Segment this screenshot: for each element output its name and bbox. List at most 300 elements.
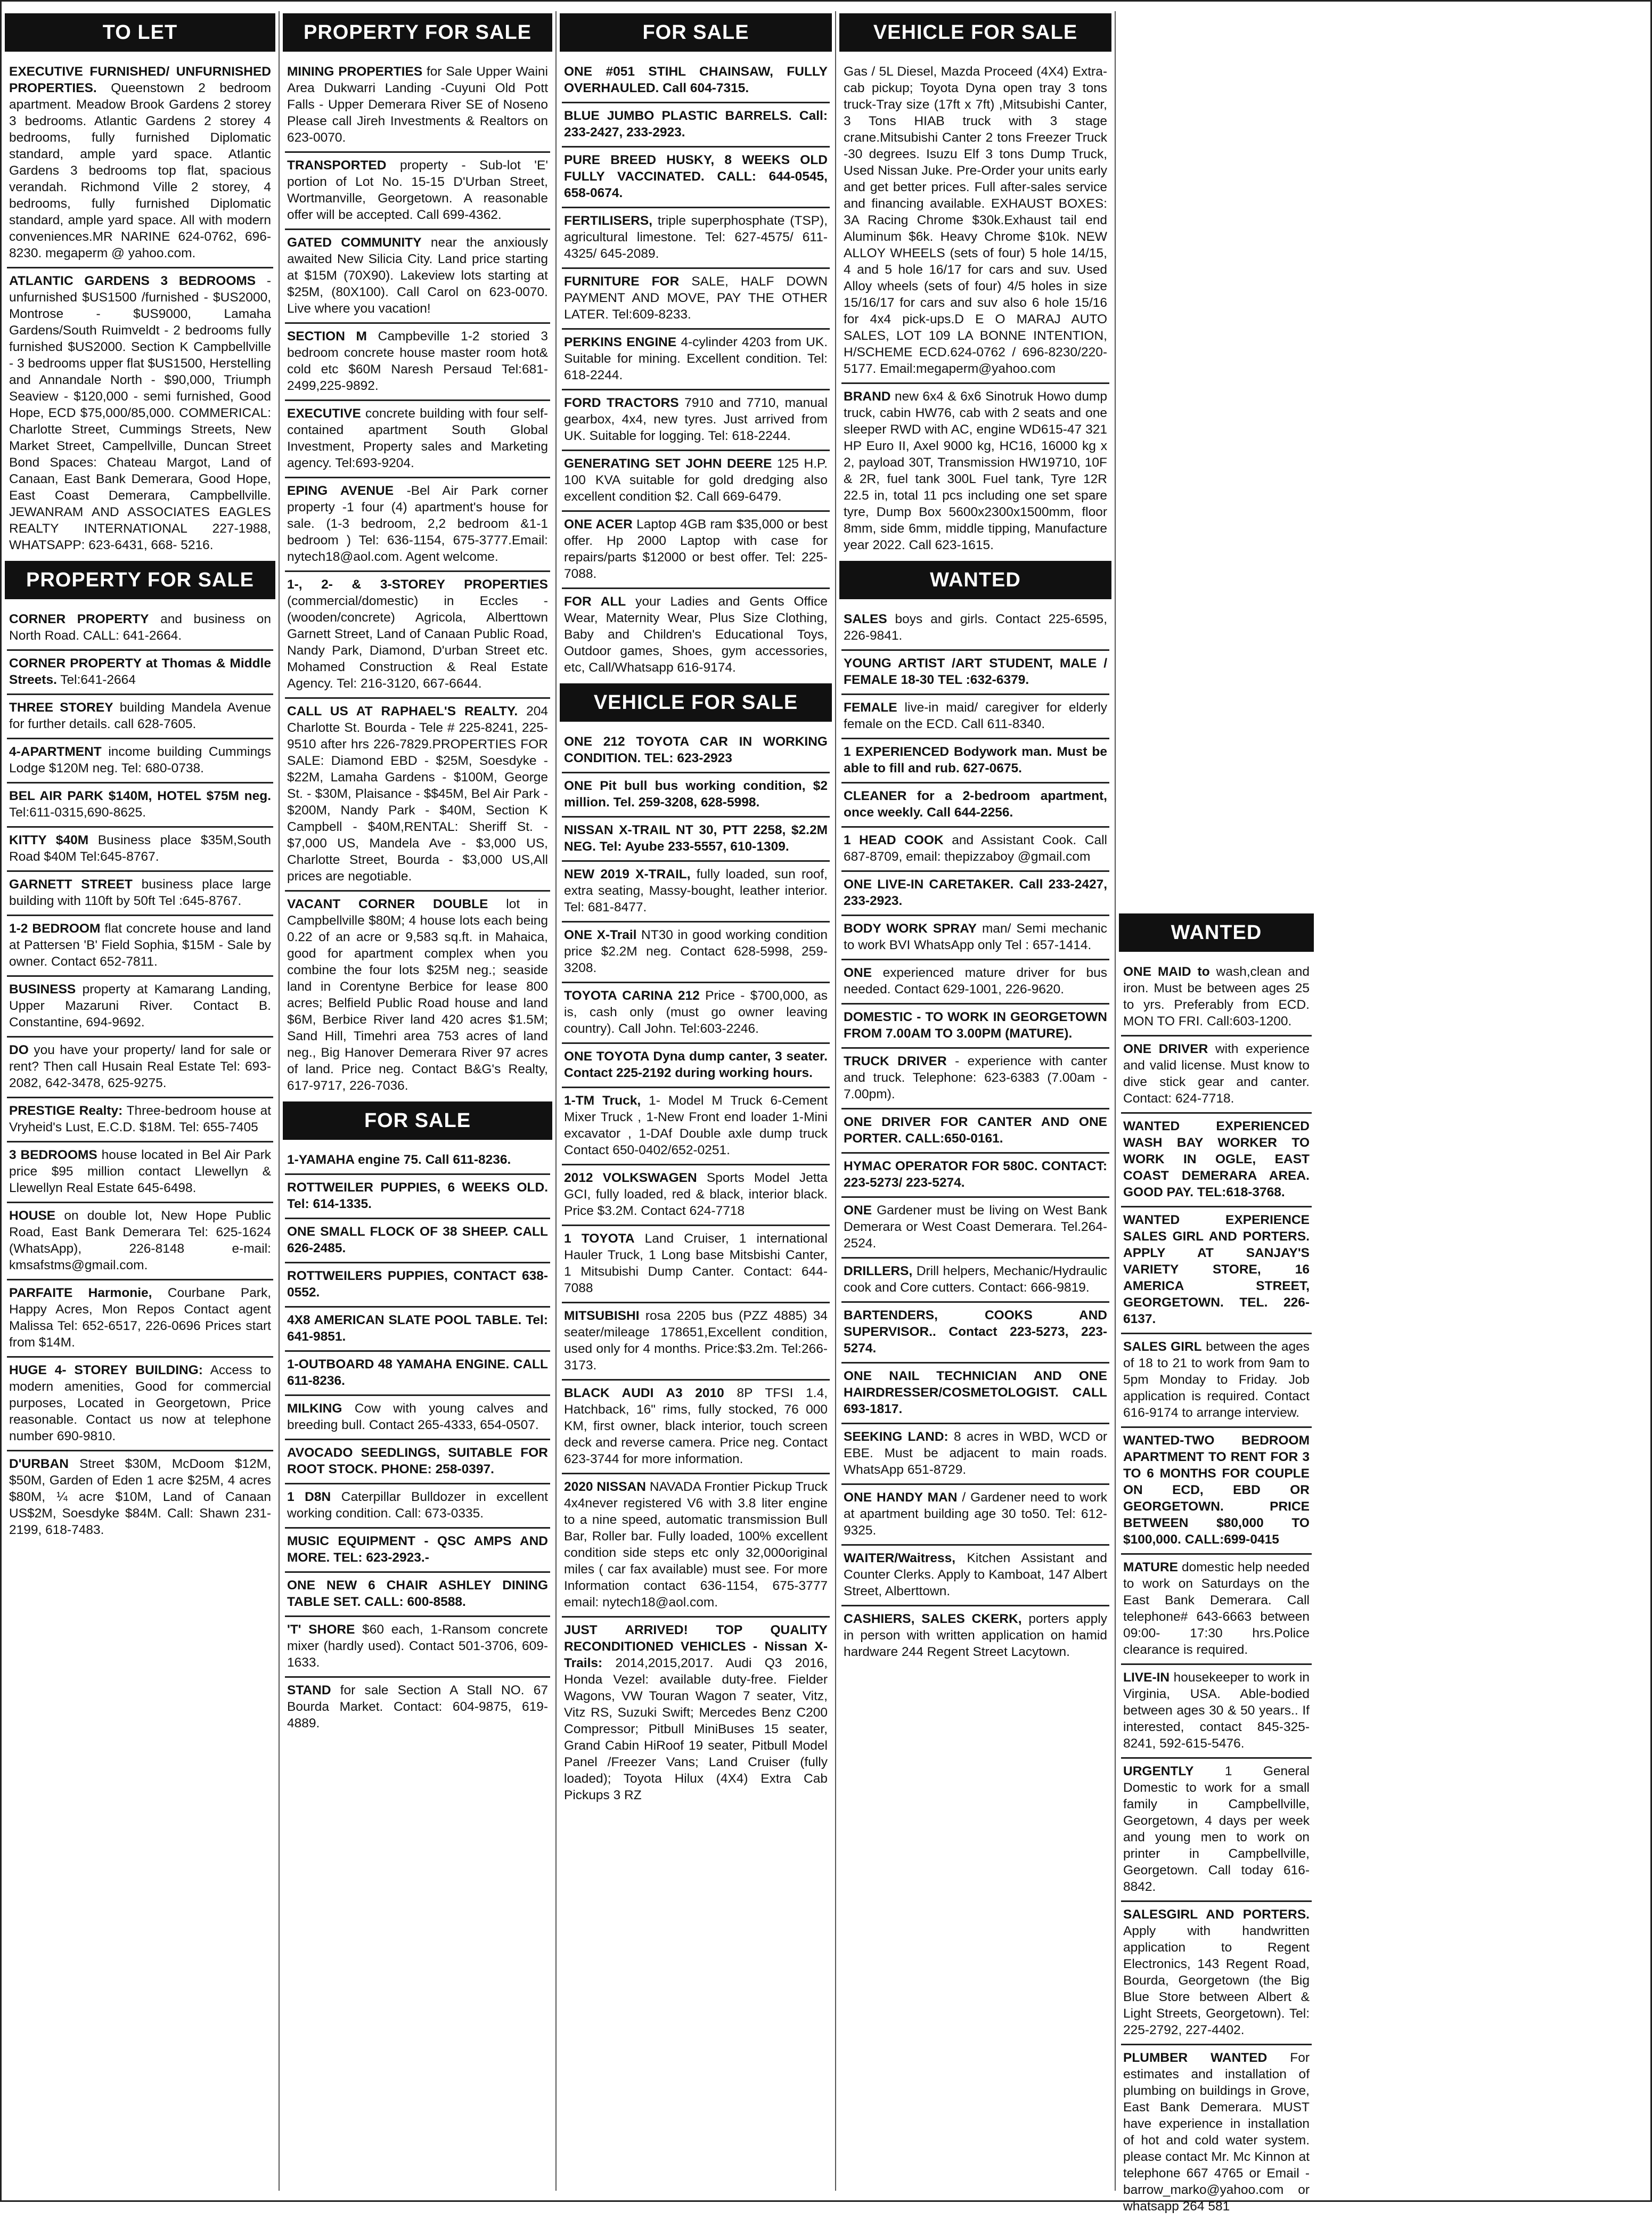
ad-lead: ONE ACER [564, 517, 633, 532]
classified-ad [285, 1263, 550, 1308]
ad-lead: PRESTIGE Realty: [9, 1104, 123, 1118]
classified-ad [7, 1142, 273, 1203]
ad-text: - unfurnished $US1500 /furnished - $US2000, Montrose - $US9000, Lamaha Gardens/South Ruimveldt - 2 bedrooms fully furnished $US2000. Section K Campbellville - 3 bedrooms upper flat $US1500, Herstelling and Annandale North - $90,000, Triumph Seaview - $120,000 - semi furnished, Good Hope, ECD $75,000/85,000. COMMERICAL: Charlotte Street, Cummings Streets, New Market Street, Campellville, Duncan Street Bond Spaces: Chateau Margot, Land of Canaan, East Bank Demerara, Good Hope, East Coast Demerara, Campbellville. JEWANRAM AND ASSOCIATES EAGLES REALTY INTERNATIONAL 227-1988, WHATSAPP: 623-6431, 668- 5216. [9, 274, 271, 552]
ad-text: lot in Campbellville $80M; 4 house lots each being 0.22 of an acre or 9,583 sq.ft. in Mahaica, good for apartment complex when you combine the four lots $25M neg.; seaside land in Corentyne Berbice for lease 800 acres; Belfield Public Road house and land $6M, Berbice River land 420 acres $1.5M; Sand Hill, Timehri area 753 acres of land neg., Big Hanover Demerara River 97 acres of land. Price neg. Contact B&G's Realty, 617-9717, 226-7036. [287, 897, 548, 1093]
ad-lead: BODY WORK SPRAY [844, 921, 977, 936]
classified-ad [7, 651, 273, 695]
classified-ad [562, 773, 830, 818]
classified-ad [841, 1259, 1109, 1303]
classified-ad [7, 1098, 273, 1142]
ad-text: 8P TFSI 1.4, Hatchback, 16" rims, fully stocked, 76 000 KM, first owner, black interior, touch screen deck and reverse camera. Price neg. Contact 623-3744 for more information. [564, 1386, 828, 1466]
ad-lead: BARTENDERS, COOKS AND SUPERVISOR.. [844, 1308, 1107, 1339]
ad-text: Land Cruiser, 1 international Hauler Truck, 1 Long base Mitsbishi Canter, 1 Mitsubishi Dump Canter. Contact: 644-7088 [564, 1231, 828, 1295]
ad-text: Gardener must be living on West Bank Demerara or West Coast Demerara. Tel.264-2524. [844, 1203, 1107, 1251]
classified-ad [7, 916, 273, 977]
ad-lead: TRANSPORTED [287, 158, 387, 173]
ad-lead: CLEANER for a 2-bedroom apartment, once weekly. [844, 789, 1107, 820]
ad-lead: ONE Pit bull bus working condition, $2 million. [564, 779, 828, 810]
classified-ad [841, 59, 1109, 384]
classified-ad [1121, 1334, 1312, 1428]
ad-text: Call: 233-2427, 233-2923. [564, 109, 828, 140]
ad-lead: ONE [844, 966, 872, 980]
classified-ad [285, 153, 550, 230]
column-4 [835, 11, 1115, 2191]
classified-ad [841, 872, 1109, 916]
ad-lead: VACANT CORNER DOUBLE [287, 897, 488, 911]
section-vehicle-for-sale [836, 13, 1115, 559]
classified-ad [562, 1226, 830, 1303]
ad-text: TEL:618-3768. [1197, 1185, 1285, 1199]
ad-text: TEL: 623-2923 [644, 751, 732, 765]
ad-text: for Sale Upper Waini Area Dukwarri Landing -Cuyuni Old Pott Falls - Upper Demerara River SE of Noseno Please call Jireh Investments & Realtors on 623-0070. [287, 64, 548, 145]
ad-text: new 6x4 & 6x6 Sinotruk Howo dump truck, cabin HW76, cab with 2 seats and one sleeper RWD with AC, engine WD615-47 321 HP Euro II, Axel 9000 kg, HC16, 16000 kg x 2, payload 30T, Transmission HW19710, 10F & 2R, fuel tank 300L Fuel tank, Tyre 12R 22.5 in, total 11 pcs including one set spare tyre, Dump Box 5600x2300x1500mm, floor 8mm, side 6mm, middle tipping, Manufacture year 2022. Call 623-1615. [844, 389, 1107, 552]
ad-lead: BRAND [844, 389, 891, 404]
ad-lead: SALESGIRL AND PORTERS. [1123, 1907, 1310, 1922]
section-for-sale [557, 13, 835, 681]
ad-lead: MINING PROPERTIES [287, 64, 423, 79]
ad-text: For estimates and installation of plumbing on buildings in Grove, East Bank Demerara. MUST have experience in installation of hot and cold water system. please contact Mr. Mc Kinnon at telephone 667 4765 or Email - barrow_marko@yahoo.com or whatsapp 264 581 [1123, 2051, 1310, 2214]
ad-lead: WANTED EXPERIENCED WASH BAY WORKER TO WORK IN OGLE, EAST COAST DEMERARA AREA. GOOD PAY. [1123, 1119, 1310, 1199]
section-heading: VEHICLE FOR SALE [560, 683, 832, 722]
classified-ad [841, 1424, 1109, 1485]
classified-ad [1121, 1555, 1312, 1665]
ad-lead: HYMAC OPERATOR FOR 580C. [844, 1159, 1038, 1173]
classified-ad [841, 828, 1109, 872]
ad-text: boys and girls. Contact 225-6595, 226-9841. [844, 612, 1107, 643]
classified-ad [285, 1484, 550, 1529]
ad-text: Business place $35M,South Road $40M Tel:645-8767. [9, 833, 271, 864]
classified-ad [1121, 1665, 1312, 1759]
ad-lead: ONE [844, 1203, 872, 1218]
ad-lead: ROTTWEILER PUPPIES, 6 WEEKS OLD. [287, 1180, 548, 1195]
ad-lead: MITSUBISHI [564, 1309, 640, 1323]
ad-text: Call 604-7315. [663, 81, 749, 95]
ad-text: -Bel Air Park corner property -1 four (4) apartment's house for sale. (1-3 bedroom, 2,2 bedroom &1-1 bedroom ) Tel: 636-1154, 675-3777.Email: nytech18@aol.com. Agent welcome. [287, 484, 548, 564]
classified-ad [285, 699, 550, 892]
ad-text: NAVADA Frontier Pickup Truck 4x4never registered V6 with 3.8 liter engine to a nine speed, automatic transmission Bull Bar, Roller bar. Fully loaded, 100% excellent condition side steps etc only 32,000original miles ( car fax available) must see. For more Information contact 636-1154, 675-3777 email: nytech18@aol.com. [564, 1480, 828, 1610]
classified-ad [562, 862, 830, 923]
ad-text: on double lot, New Hope Public Road, East Bank Demerara Tel: 625-1624 (WhatsApp), 226-8148 e-mail: kmsafstms@gmail.com. [9, 1209, 271, 1272]
ad-text: Sports Model Jetta GCI, fully loaded, red & black, interior black. Price $3.2M. Contact 624-7718 [564, 1171, 828, 1218]
ad-lead: ONE NAIL TECHNICIAN AND ONE HAIRDRESSER/COSMETOLOGIST. [844, 1369, 1107, 1400]
ad-lead: D'URBAN [9, 1457, 69, 1471]
classified-ad [562, 390, 830, 451]
ad-lead: 'T' SHORE [287, 1622, 355, 1637]
classified-ad [1121, 1114, 1312, 1207]
ad-lead: GARNETT STREET [9, 877, 133, 892]
classified-ad [1121, 1902, 1312, 2045]
section-for-sale [280, 1101, 555, 1737]
ad-lead: ONE TOYOTA Dyna dump canter, 3 seater. [564, 1049, 828, 1064]
classified-ad [562, 1044, 830, 1088]
ad-lead: NEW 2019 X-TRAIL, [564, 867, 691, 882]
section-property-for-sale [2, 561, 279, 1544]
ad-text: CALL:650-0161. [905, 1131, 1003, 1146]
ad-lead: GATED COMMUNITY [287, 235, 422, 250]
ad-text: Drill helpers, Mechanic/Hydraulic cook and Core cutters. Contact: 666-9819. [844, 1264, 1108, 1295]
ad-lead: ONE #051 STIHL CHAINSAW, FULLY OVERHAULED. [564, 64, 828, 95]
section-heading: WANTED [839, 561, 1111, 599]
ad-text: you have your property/ land for sale or rent? Then call Husain Real Estate Tel: 693-2082, 642-3478, 625-9275. [9, 1043, 272, 1090]
classified-ad [841, 916, 1109, 960]
ad-text: porters apply in person with written application on hamid hardware 244 Regent Street Lacytown. [844, 1612, 1107, 1659]
ad-lead: CASHIERS, SALES CKERK, [844, 1612, 1022, 1626]
ad-text: SALE, HALF DOWN PAYMENT AND MOVE, PAY THE OTHER LATER. Tel:609-8233. [564, 274, 828, 322]
ad-text: concrete building with four self- contained apartment South Global Investment, Property sales and Marketing agency. Tel:693-9204. [287, 406, 548, 470]
ad-lead: 2012 VOLKSWAGEN [564, 1171, 697, 1185]
ad-text: Tel: 641-9851. [287, 1313, 548, 1344]
ad-text: 7910 and 7710, manual gearbox, 4x4, new tyres. Just arrived from UK. Suitable for logging. Tel: 618-2244. [564, 396, 828, 443]
ad-lead: 1-YAMAHA engine 75. [287, 1153, 422, 1167]
classified-ad [285, 1308, 550, 1352]
classified-ad [562, 330, 830, 390]
classified-ad [562, 589, 830, 681]
ad-lead: FEMALE [844, 700, 897, 715]
ad-lead: ONE HANDY MAN [844, 1490, 958, 1505]
ad-lead: FURNITURE FOR [564, 274, 680, 289]
ad-text: building Mandela Avenue for further details. call 628-7605. [9, 700, 271, 731]
ad-lead: SECTION M [287, 329, 367, 344]
ad-text: Courbane Park, Happy Acres, Mon Repos Contact agent Malissa Tel: 652-6517, 226-0696 Prices start from $14M. [9, 1286, 271, 1350]
classified-ad [841, 1005, 1109, 1049]
ad-lead: AVOCADO SEEDLINGS, SUITABLE FOR ROOT STOCK. [287, 1446, 548, 1476]
ad-text: NT30 in good working condition price $2.2M neg. Contact 628-5998, 259-3208. [564, 928, 828, 975]
ad-text: CONTACT 638-0552. [287, 1269, 548, 1300]
ad-text: and Assistant Cook. Call 687-8709, email: thepizzaboy @gmail.com [844, 833, 1107, 864]
section-property-for-sale [280, 13, 555, 1099]
classified-ad [562, 451, 830, 512]
ad-lead: 1-, 2- & 3-STOREY PROPERTIES [287, 577, 548, 592]
classified-ad [841, 1049, 1109, 1109]
ad-lead: ROTTWEILERS PUPPIES, [287, 1269, 448, 1283]
classified-ad [841, 783, 1109, 828]
ad-lead: CALL US AT RAPHAEL'S REALTY. [287, 704, 518, 719]
ad-lead: 1-2 BEDROOM [9, 921, 101, 936]
ad-text: Price - $700,000, as is, cash only (must go owner leaving country). Call John. Tel:603-2246. [564, 989, 828, 1036]
ad-lead: LIVE-IN [1123, 1670, 1170, 1685]
ad-lead: ONE NEW 6 CHAIR ASHLEY DINING TABLE SET. [287, 1578, 548, 1609]
classified-ad [285, 1529, 550, 1573]
ad-text: Contact 223-5273, 223-5274. [844, 1325, 1107, 1356]
section-heading: FOR SALE [560, 13, 832, 52]
ad-text: - experience with canter and truck. Telephone: 623-6383 (7.00am - 7.00pm). [844, 1054, 1107, 1101]
ad-text: Call 233-2427, 233-2923. [844, 877, 1107, 908]
ad-text: PHONE: 258-0397. [381, 1462, 494, 1476]
ad-lead: JUST ARRIVED! TOP QUALITY RECONDITIONED VEHICLES - Nissan X-Trails: [564, 1623, 828, 1670]
classified-ad [1121, 1759, 1312, 1902]
classified-ad [562, 1381, 830, 1474]
classified-ad [841, 739, 1109, 783]
ad-lead: PARFAITE Harmonie, [9, 1286, 152, 1300]
classified-ad [1121, 1428, 1312, 1555]
section-wanted [836, 561, 1115, 1666]
ad-text: rosa 2205 bus (PZZ 4885) 34 seater/mileage 178651,Excellent condition, used only for 4 months. Price:$3.2m. Tel:266-3173. [564, 1309, 828, 1373]
classified-ad [285, 1573, 550, 1617]
classified-ad [841, 1546, 1109, 1606]
section-heading: WANTED [1119, 913, 1314, 952]
ad-text: and business on North Road. CALL: 641-2664. [9, 612, 271, 643]
ad-text: with experience and valid license. Must know to dive stick gear and canter. Contact: 624-7718. [1123, 1042, 1310, 1106]
ad-text: TEL. 226-6137. [1123, 1295, 1310, 1326]
section-wanted [1116, 913, 1317, 2220]
classified-ad [7, 872, 273, 916]
ad-text: income building Cummings Lodge $120M neg. Tel: 680-0738. [9, 745, 271, 776]
ad-lead: 1 TOYOTA [564, 1231, 635, 1246]
column-3 [555, 11, 835, 2191]
ad-text: housekeeper to work in Virginia, USA. Able-bodied between ages 30 & 50 years.. If interested, contact 845-325-8241, 592-615-5476. [1123, 1670, 1310, 1751]
classified-ad [562, 208, 830, 269]
classified-ad [7, 1280, 273, 1358]
ad-text: flat concrete house and land at Pattersen 'B' Field Sophia, $15M - Sale by owner. Contact 652-7811. [9, 921, 271, 969]
classified-ad [562, 1618, 830, 1809]
ad-lead: 1 D8N [287, 1490, 331, 1504]
ad-text: between the ages of 18 to 21 to work from 9am to 5pm Monday to Friday. Job application is required. Contact 616-9174 to arrange interview. [1123, 1340, 1310, 1420]
ad-lead: DOMESTIC - TO WORK IN GEORGETOWN FROM 7.00AM TO 3.00PM (MATURE). [844, 1010, 1107, 1041]
classified-ad [562, 1303, 830, 1381]
ad-lead: 2020 NISSAN [564, 1480, 646, 1494]
ad-text: TEL :632-6379. [938, 673, 1029, 687]
ad-lead: GENERATING SET JOHN DEERE [564, 456, 772, 471]
classified-ad [562, 148, 830, 208]
ad-lead: PERKINS ENGINE [564, 335, 677, 349]
classified-ad [562, 1165, 830, 1226]
ad-lead: SEEKING LAND: [844, 1430, 948, 1444]
ad-text: man/ Semi mechanic to work BVI WhatsApp only Tel : 657-1414. [844, 921, 1108, 952]
ad-text: for sale Section A Stall NO. 67 Bourda Market. Contact: 604-9875, 619-4889. [287, 1683, 548, 1731]
ad-lead: BLACK AUDI A3 2010 [564, 1386, 724, 1400]
ad-text: Caterpillar Bulldozer in excellent working condition. Call: 673-0335. [287, 1490, 548, 1521]
classified-ad [7, 1358, 273, 1451]
classified-ad [285, 1147, 550, 1175]
ad-lead: ONE X-Trail [564, 928, 637, 942]
ad-lead: 4-APARTMENT [9, 745, 102, 759]
ad-lead: HUGE 4- STOREY BUILDING: [9, 1363, 203, 1377]
ad-lead: 4X8 AMERICAN SLATE POOL TABLE. [287, 1313, 522, 1327]
ad-text: domestic help needed to work on Saturdays on the East Bank Demerara. Call telephone# 643-6663 between 09:00- 17:30 hrs.Police clearance is required. [1123, 1560, 1310, 1657]
ad-lead: URGENTLY [1123, 1764, 1194, 1778]
classified-ad [285, 572, 550, 699]
section-heading: PROPERTY FOR SALE [5, 561, 275, 599]
ad-text: 125 H.P. 100 KVA suitable for gold dredging also excellent condition $2. Call 669-6479. [564, 456, 828, 504]
ad-lead: HOUSE [9, 1209, 56, 1223]
ad-lead: STAND [287, 1683, 331, 1697]
classified-ad [841, 651, 1109, 695]
classified-ad [841, 1154, 1109, 1198]
classified-ad [1121, 1207, 1312, 1334]
section-heading: VEHICLE FOR SALE [839, 13, 1111, 52]
ad-lead: ONE 212 TOYOTA CAR IN WORKING CONDITION. [564, 734, 828, 765]
classified-ad [7, 783, 273, 828]
section-vehicle-for-sale [557, 683, 835, 1809]
ad-text: Gas / 5L Diesel, Mazda Proceed (4X4) Extra-cab pickup; Toyota Dyna open tray 3 tons truck-Tray size (17ft x 7ft) ,Mitsubishi Canter, 3 Tons HIAB truck with 3 stage crane.Mitsubishi Canter 2 tons Freezer Truck -30 degrees. Isuzu Elf 3 tons Dump Truck, Used Nissan Juke. Pre-Order your units early and get better prices. Full after-sales service and financing available. EXHAUST BOXES: 3A Racing Chrome $30k.Exhaust tail end Aluminum $6k. Heavy Chrome $10k. NEW ALLOY WHEELS (sets of four) 5 hole 14/15, 4 and 5 hole 16/17 for cars and suv. Used Alloy wheels (sets of four) 4/5 holes in size 15/16/17 for cars and suv also 6 hole 15/16 for 4x4 pick-ups.D E O MARAJ AUTO SALES, LOT 109 LA BONNE INTENTION, H/SCHEME ECD.624-0762 / 696-8230/220-5177. Email:megaperm@yahoo.com [844, 64, 1107, 376]
classified-ad [285, 1352, 550, 1396]
classified-ad [7, 695, 273, 739]
ad-lead: DO [9, 1043, 29, 1057]
classified-ad [7, 59, 273, 268]
ad-lead: WAITER/Waitress, [844, 1551, 956, 1565]
ad-lead: EXECUTIVE FURNISHED/ UNFURNISHED PROPERTIES. [9, 64, 271, 95]
ad-lead: 1 EXPERIENCED Bodywork man. Must be able to fill and rub. [844, 745, 1107, 776]
ad-lead: FORD TRACTORS [564, 396, 679, 410]
classified-ad [285, 1396, 550, 1440]
classified-ad [841, 1606, 1109, 1666]
section-heading: TO LET [5, 13, 275, 52]
ad-text: property at Kamarang Landing, Upper Mazaruni River. Contact B. Constantine, 694-9692. [9, 982, 271, 1030]
classified-ad [562, 818, 830, 862]
classified-ad [841, 695, 1109, 739]
classified-ad [1121, 1036, 1312, 1114]
column-1 [2, 11, 279, 2191]
ad-lead: WANTED EXPERIENCE SALES GIRL AND PORTERS. APPLY AT SANJAY'S VARIETY STORE, 16 AMERICA STREET, GEORGETOWN. [1123, 1213, 1310, 1310]
classified-ad [7, 828, 273, 872]
classified-ad [7, 1038, 273, 1098]
ad-lead: SALES GIRL [1123, 1340, 1202, 1354]
ad-text: 204 Charlotte St. Bourda - Tele # 225-8241, 225-9510 after hrs 226-7829.PROPERTIES FOR SALE: Diamond EBD - $25M, Soesdyke - $22M, Lamaha Gardens - $100M, George St. - $30M, Plaisance - $$45M, Bel Air Park - $200M, Nandy Park - $40M, Section K Campbell - $40M,RENTAL: Sheriff St. - $7,000 US, Mandela Ave - $3,000 US, Charlotte Street, Bourda - $3,000 US,All prices are negotiable. [287, 704, 548, 884]
ad-text: property - Sub-lot 'E' portion of Lot No. 15-15 D'Urban Street, Wortmanville, Georgetown. A reasonable offer will be accepted. Call 699-4362. [287, 158, 549, 222]
ad-lead: BUSINESS [9, 982, 76, 997]
classified-ad [562, 59, 830, 103]
ad-lead: PLUMBER WANTED [1123, 2051, 1267, 2065]
ad-text: Queenstown 2 bedroom apartment. Meadow Brook Gardens 2 storey 3 bedrooms. Atlantic Gardens 2 storey 4 bedrooms, fully furnished Diplomatic standard, ample yard space. Atlantic Gardens 3 bedrooms top flat, spacious verandah. Richmond Ville 2 storey, 4 bedrooms, fully furnished Diplomatic standard, ample yard space. All with modern conveniences.MR NARINE 624-0762, 696-8230. megaperm @ yahoo.com. [9, 81, 272, 260]
ad-text: your Ladies and Gents Office Wear, Maternity Wear, Plus Size Clothing, Baby and Children's Educational Toys, Outdoor games, Shoes, gym accessories, etc, Call/Whatsapp 616-9174. [564, 594, 828, 675]
classified-ad [841, 1109, 1109, 1154]
section-heading: FOR SALE [283, 1101, 552, 1140]
ad-text: business place large building with 110ft by 50ft Tel :645-8767. [9, 877, 271, 908]
ad-text: Laptop 4GB ram $35,000 or best offer. Hp 2000 Laptop with case for repairs/parts $12000 or best offer. Tel: 225-7088. [564, 517, 828, 581]
ad-lead: EXECUTIVE [287, 406, 361, 421]
classified-ad [285, 1440, 550, 1484]
ad-lead: MUSIC EQUIPMENT - QSC AMPS AND MORE. [287, 1534, 548, 1565]
ad-text: CALL: 600-8588. [364, 1595, 466, 1609]
classified-ad [285, 1678, 550, 1737]
classified-ad [841, 1303, 1109, 1364]
ad-lead: NISSAN X-TRAIL NT 30, PTT 2258, $2.2M NEG. [564, 823, 828, 854]
classified-ad [285, 892, 550, 1099]
ad-lead: CORNER PROPERTY [9, 612, 149, 626]
ad-lead: 3 BEDROOMS [9, 1148, 97, 1162]
ad-lead: WANTED-TWO BEDROOM APARTMENT TO RENT FOR 3 TO 6 MONTHS FOR COUPLE ON ECD, EBD OR GEORGETOWN. PRICE BETWEEN $80,000 TO $100,000. [1123, 1433, 1310, 1547]
ad-text: Apply with handwritten application to Regent Electronics, 143 Regent Road, Bourda, Georgetown (the Big Blue Store between Albert & Light Streets, Georgetown). Tel: 225-2792, 227-4402. [1123, 1924, 1310, 2037]
ad-text: / Gardener need to work at apartment building age 30 to50. Tel: 612-9325. [844, 1490, 1108, 1538]
ad-text: Tel:641-2664 [60, 673, 136, 687]
ad-text: wash,clean and iron. Must be between ages 25 to yrs. Preferably from ECD. MON TO FRI. Call:603-1200. [1123, 965, 1310, 1029]
ad-text: 8 acres in WBD, WCD or EBE. Must be adjacent to main roads. WhatsApp 651-8729. [844, 1430, 1107, 1477]
column-2 [279, 11, 555, 2191]
ad-text: CALL 626-2485. [287, 1225, 548, 1255]
ad-text: Access to modern amenities, Good for commercial purposes, Located in Georgetown, Price reasonable. Contact us now at telephone number 690-9810. [9, 1363, 271, 1443]
ad-text: 1- Model M Truck 6-Cement Mixer Truck , 1-New Front end loader 1-Mini excavator , 1-DAf Double axle dump truck Contact 650-0402/652-0251. [564, 1093, 828, 1157]
classified-ad [562, 923, 830, 983]
classified-ad [7, 739, 273, 783]
classified-ad [285, 401, 550, 478]
ad-lead: DRILLERS, [844, 1264, 913, 1278]
classified-ad [285, 59, 550, 153]
ad-text: $60 each, 1-Ransom concrete mixer (hardly used). Contact 501-3706, 609-1633. [287, 1622, 548, 1670]
ad-lead: 1-TM Truck, [564, 1093, 641, 1108]
ad-text: Campbeville 1-2 storied 3 bedroom concrete house master room hot& cold etc $60M Naresh Persaud Tel:681-2499,225-9892. [287, 329, 548, 393]
ad-lead: TRUCK DRIVER [844, 1054, 947, 1068]
ad-lead: BLUE JUMBO PLASTIC BARRELS. [564, 109, 792, 123]
classified-ad [841, 1364, 1109, 1424]
ad-lead: KITTY $40M [9, 833, 89, 847]
ad-text: CALL:699-0415 [1184, 1532, 1279, 1547]
ad-text: triple superphosphate (TSP), agricultural limestone. Tel: 627-4575/ 611-4325/ 645-2089. [564, 214, 828, 261]
classified-ad [7, 1451, 273, 1544]
classified-ad [841, 384, 1109, 559]
classified-ad [7, 1203, 273, 1280]
classified-ad [562, 1088, 830, 1165]
ad-text: Tel:611-0315,690-8625. [9, 805, 146, 820]
classified-ad [7, 977, 273, 1038]
ad-text: Cow with young calves and breeding bull. Contact 265-4333, 654-0507. [287, 1401, 548, 1432]
ad-lead: YOUNG ARTIST /ART STUDENT, MALE / FEMALE 18-30 [844, 656, 1107, 687]
ad-lead: EPING AVENUE [287, 484, 394, 498]
ad-lead: ONE LIVE-IN CARETAKER. [844, 877, 1014, 892]
classified-ad [841, 960, 1109, 1005]
ad-text: 2014,2015,2017. Audi Q3 2016, Honda Vezel: available duty-free. Fielder Wagons, VW Touran Wagon 7 seater, Vitz, Vitz RS, Suzuki Swift; Mercedes Benz C200 Compressor; Pitbull MiniBuses 15 seater, Grand Cabin HiRoof 19 seater, Pitbull Model Panel /Freezer Vans; Land Cruiser (fully loaded); Toyota Hilux (4X4) Extra Cab Pickups 3 RZ [564, 1656, 828, 1802]
ad-lead: MILKING [287, 1401, 342, 1416]
ad-lead: ONE SMALL FLOCK OF 38 SHEEP. [287, 1225, 509, 1239]
ad-text: CALL 611-8236. [287, 1357, 548, 1388]
ad-text: 4-cylinder 4203 from UK. Suitable for mining. Excellent condition. Tel: 618-2244. [564, 335, 828, 382]
classified-ad [841, 1198, 1109, 1259]
ad-lead: THREE STOREY [9, 700, 113, 715]
ad-text: (commercial/domestic) in Eccles - (wooden/concrete) Agricola, Alberttown Garnett Street, Land of Canaan Public Road, Nandy Park, Diamond, D'urban Street etc. Mohamed Construction & Real Estate Agency. Tel: 216-3120, 667-6644. [287, 594, 548, 691]
ad-text: experienced mature driver for bus needed. Contact 629-1001, 226-9620. [844, 966, 1107, 997]
ad-text: CONTACT: 223-5273/ 223-5274. [844, 1159, 1107, 1190]
ad-lead: ONE DRIVER FOR CANTER AND ONE PORTER. [844, 1115, 1107, 1146]
classified-ad [1121, 959, 1312, 1036]
ad-text: Three-bedroom house at Vryheid's Lust, E.C.D. $18M. Tel: 655-7405 [9, 1104, 272, 1135]
ad-text: 1 General Domestic to work for a small family in Campbellville, Georgetown, 4 days per week and young men to work on printer in Campbellville, Georgetown. Call today 616-8842. [1123, 1764, 1310, 1894]
ad-text: near the anxiously awaited New Silicia City. Land price starting at $15M (70X90). Lakeview lots starting at $25M, (80X100). Call Carol on 623-0070. Live where you vacation! [287, 235, 548, 316]
classified-ad [285, 478, 550, 572]
ad-text: live-in maid/ caregiver for elderly female on the ECD. Call 611-8340. [844, 700, 1108, 731]
ad-lead: ATLANTIC GARDENS 3 BEDROOMS [9, 274, 256, 288]
classified-ad [285, 230, 550, 324]
ad-text: Tel. 259-3208, 628-5998. [613, 795, 760, 810]
ad-lead: BEL AIR PARK $140M, HOTEL $75M neg. [9, 789, 271, 803]
ad-text: Contact 225-2192 during working hours. [564, 1066, 813, 1080]
ad-lead: FERTILISERS, [564, 214, 653, 228]
ad-lead: TOYOTA CARINA 212 [564, 989, 700, 1003]
ad-text: house located in Bel Air Park price $95 million contact Llewellyn & Llewellyn Real Estate 645-6498. [9, 1148, 271, 1195]
ad-text: CALL: 644-0545, 658-0674. [564, 169, 828, 200]
classified-ad [285, 324, 550, 401]
ad-text: Tel: 614-1335. [287, 1197, 372, 1211]
classified-ad [562, 512, 830, 589]
section-to-let [2, 13, 279, 559]
classified-ad [1121, 2045, 1312, 2220]
ad-text: TEL: 623-2923.- [333, 1550, 429, 1565]
classified-ad [7, 268, 273, 559]
classified-ad [562, 729, 830, 773]
classified-ad [562, 983, 830, 1044]
ad-text: fully loaded, sun roof, extra seating, Massy-bought, leather interior. Tel: 681-8477. [564, 867, 828, 915]
ad-lead: 1-OUTBOARD 48 YAMAHA ENGINE. [287, 1357, 510, 1372]
classified-ad [562, 1474, 830, 1618]
ad-lead: ONE DRIVER [1123, 1042, 1208, 1056]
ad-text: CALL 693-1817. [844, 1385, 1107, 1416]
ad-text: Kitchen Assistant and Counter Clerks. Apply to Kamboat, 147 Albert Street, Alberttown. [844, 1551, 1107, 1598]
classified-ad [285, 1175, 550, 1219]
classified-ad [841, 607, 1109, 651]
ad-lead: 1 HEAD COOK [844, 833, 944, 847]
section-heading: PROPERTY FOR SALE [283, 13, 552, 52]
ad-text: Call 644-2256. [927, 805, 1013, 820]
ad-lead: FOR ALL [564, 594, 626, 609]
classified-ad [285, 1219, 550, 1263]
